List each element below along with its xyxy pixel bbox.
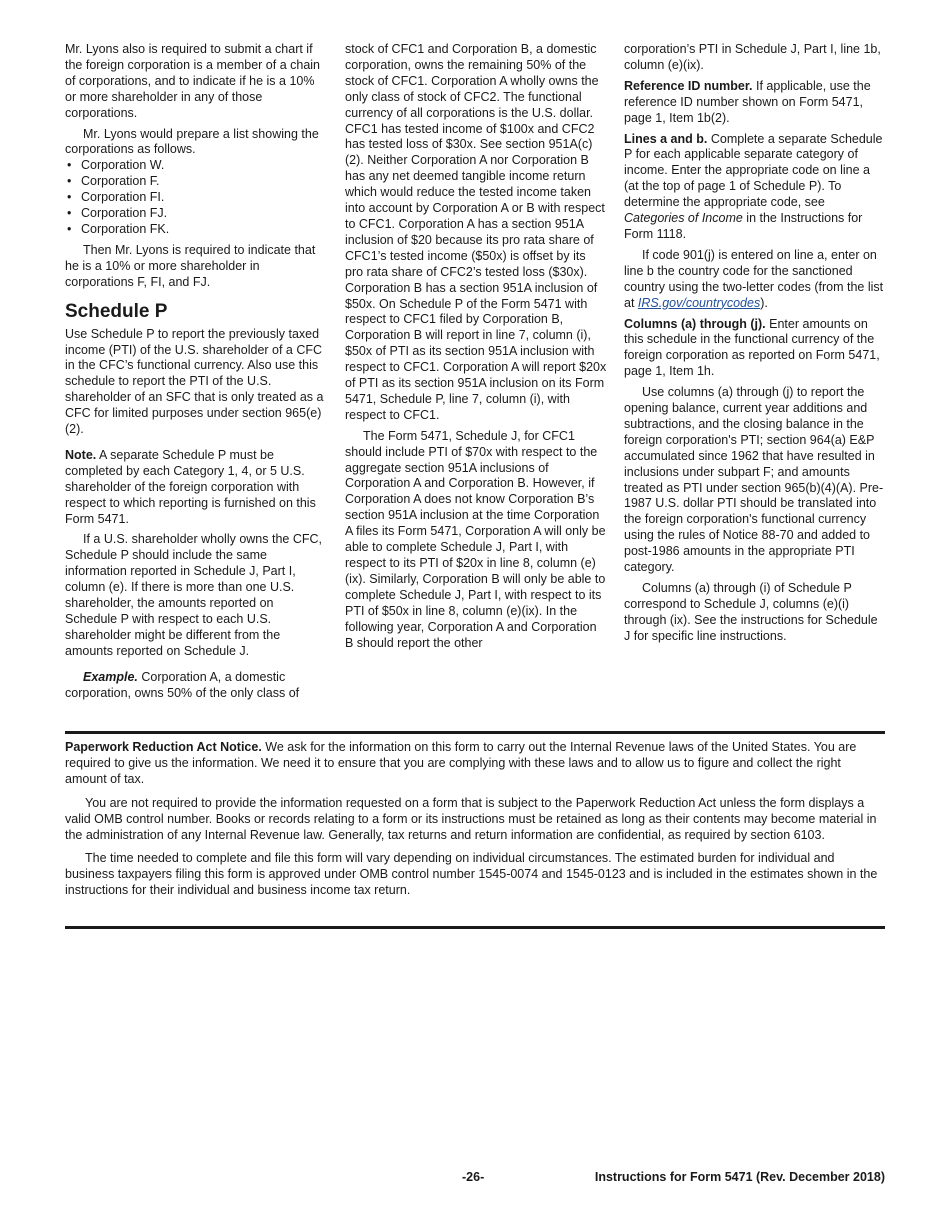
paragraph-columns-correspond: Columns (a) through (i) of Schedule P correspond to Schedule J, columns (e)(i) through (ix). See the instructions for Schedule J for specific line instructions. [624, 581, 878, 643]
bottom-divider [65, 926, 885, 929]
paragraph-example-end: corporation’s PTI in Schedule J, Part I, line 1b, column (e)(ix). [624, 42, 881, 72]
column-2 [345, 42, 607, 656]
section-heading-schedule-p: Schedule P [65, 300, 168, 322]
paragraph-note [65, 448, 327, 528]
paragraph-code-901j [624, 248, 886, 312]
columns-label: Columns (a) through (j). [624, 316, 766, 331]
page-content [65, 42, 885, 717]
notice-paragraph-3: The time needed to complete and file this form will vary depending on individual circumstances. The estimated burden for individual and business taxpayers filing this form is approved under OMB control number 1545-0074 and 1545-0123 and is included in the estimates shown in the instructions for their individual and business income tax return. [65, 851, 878, 898]
columns-text: Enter amounts on this schedule in the functional currency of the foreign corporation as reported on Form 5471, page 1, Item 1h. [624, 316, 880, 379]
notice-text-1: We ask for the information on this form to carry out the Internal Revenue laws of the United States. You are required to give us the information. We need it to ensure that you are complying with these laws and to allow us to figure and collect the right amount of tax. [65, 740, 857, 786]
notice-paragraph-1 [65, 740, 885, 788]
example-label: Example. [83, 669, 138, 684]
paragraph-wholly-owns: If a U.S. shareholder wholly owns the CFC, Schedule P should include the same information reported in Schedule J, Part I, column (e). If there is more than one U.S. shareholder, the amounts reported on Schedule P with respect to each U.S. shareholder might be different from the amounts reported on Schedule J. [65, 532, 322, 658]
list-item: • Corporation FJ. [65, 206, 327, 222]
example-text: Corporation A, a domestic corporation, owns 50% of the only class of [65, 669, 300, 700]
column-1 [65, 42, 327, 707]
note-label: Note. [65, 447, 97, 462]
paragraph-columns-a-j [624, 317, 886, 381]
page-footer [65, 1170, 885, 1188]
lines-text: Complete a separate Schedule P for each applicable separate category of income. Enter the appropriate code on line a (at the top of page 1 of Schedule P). To determine the appropriate code, see [624, 131, 883, 210]
list-item: • Corporation F. [65, 174, 327, 190]
paragraph-reference-id [624, 79, 886, 127]
paragraph-schedule-j: The Form 5471, Schedule J, for CFC1 should include PTI of $70x with respect to the aggregate section 951A inclusions of Corporation A and Corporation B. However, if Corporation A does not know Corporation B’s section 951A inclusion at the time Corporation A files its Form 5471, Corporation A will only be able to complete Schedule J, Part I, with respect to its PTI of $20x in line 8, column (e)(ix). Similarly, Corporation B will only be able to complete Schedule J, Part I, with respect to its PTI of $50x in line 8, column (e)(ix). In the following year, Corporation A and Corporation B should report the other [345, 428, 606, 650]
code-901j-end: ). [760, 295, 768, 310]
paragraph-example [65, 670, 327, 702]
reference-id-label: Reference ID number. [624, 78, 753, 93]
list-item: • Corporation W. [65, 158, 327, 174]
paragraph-list-intro: Mr. Lyons would prepare a list showing the corporations as follows. [65, 126, 319, 157]
paperwork-notice [65, 731, 885, 907]
notice-label: Paperwork Reduction Act Notice. [65, 740, 262, 754]
page-number: -26- [462, 1170, 485, 1184]
paragraph-shareholder: Then Mr. Lyons is required to indicate that he is a 10% or more shareholder in corporations F, FI, and FJ. [65, 242, 316, 289]
paragraph-chart-requirement: Mr. Lyons also is required to submit a chart if the foreign corporation is a member of a chain of corporations, and to indicate if he is a 10% or more shareholder in any of those corporations. [65, 42, 320, 120]
list-item: • Corporation FI. [65, 190, 327, 206]
paragraph-lines-a-b [624, 132, 886, 243]
lines-label: Lines a and b. [624, 131, 708, 146]
country-codes-link[interactable]: IRS.gov/countrycodes [637, 295, 761, 310]
code-901j-text: If code 901(j) is entered on line a, enter on line b the country code for the sanctioned country using the two-letter codes (from the list at [624, 247, 884, 310]
footer-title: Instructions for Form 5471 (Rev. December 2018) [594, 1170, 885, 1184]
paragraph-use-columns: Use columns (a) through (j) to report the opening balance, current year additions and subtractions, and the closing balance in the foreign corporation's PTI; section 964(a) E&P accumulated since 1962 that have resulted in inclusions under subpart F; and amounts treated as PTI under section 965(b)(4)(A). Pre-1987 U.S. dollar PTI should be translated into the foreign corporation's functional currency using the rules of Notice 88-70 and added to post-1986 amounts in the appropriate PTI category. [624, 385, 884, 575]
lines-text-end: in the Instructions for Form 1118. [624, 211, 863, 241]
note-text: A separate Schedule P must be completed by each Category 1, 4, or 5 U.S. shareholder of the foreign corporation with respect to which reporting is furnished on this Form 5471. [65, 447, 316, 526]
corporation-list [65, 158, 327, 238]
three-column-body [65, 42, 885, 717]
list-item: • Corporation FK. [65, 222, 327, 238]
paragraph-example-cont: stock of CFC1 and Corporation B, a domestic corporation, owns the remaining 50% of the stock of CFC1. Corporation A wholly owns the only class of stock of CFC2. The functional currency of all corporations is the U.S. dollar. CFC1 has tested income of $100x and CFC2 has tested loss of $30x. See section 951A(c)(2). Neither Corporation A nor Corporation B has any net deemed tangible income return which would reduce the tested income taken into account by Corporation A or B with respect to CFC1. Corporation A has a section 951A inclusion of $20 because its pro rata share of CFC1’s tested income ($50x) is offset by its pro rata share of CFC2’s tested loss ($30x). Corporation B has a section 951A inclusion of $50x. On Schedule P of the Form 5471 with respect to CFC1 filed by Corporation B, Corporation B will report in line 7, column (i), $50x of PTI as its section 951A inclusion with respect to CFC1. Corporation A will report $20x of PTI as its section 951A inclusion on its Form 5471, Schedule P, line 7, column (i), with respect to CFC1. [345, 42, 607, 422]
column-3 [624, 42, 886, 650]
paragraph-schedule-p-intro: Use Schedule P to report the previously taxed income (PTI) of the U.S. shareholder of a CFC in the CFC’s functional currency. Also use this schedule to report the PTI of the U.S. shareholder of an SFC that is only treated as a CFC for limited purposes under section 965(e)(2). [65, 326, 324, 437]
notice-paragraph-2: You are not required to provide the information requested on a form that is subject to the Paperwork Reduction Act unless the form displays a valid OMB control number. Books or records relating to a form or its instructions must be retained as long as their contents may become material in the administration of any Internal Revenue law. Generally, tax returns and return information are confidential, as required by section 6103. [65, 795, 877, 842]
lines-italic-ref: Categories of Income [624, 211, 743, 226]
reference-id-text: If applicable, use the reference ID number shown on Form 5471, page 1, Item 1b(2). [624, 78, 871, 125]
